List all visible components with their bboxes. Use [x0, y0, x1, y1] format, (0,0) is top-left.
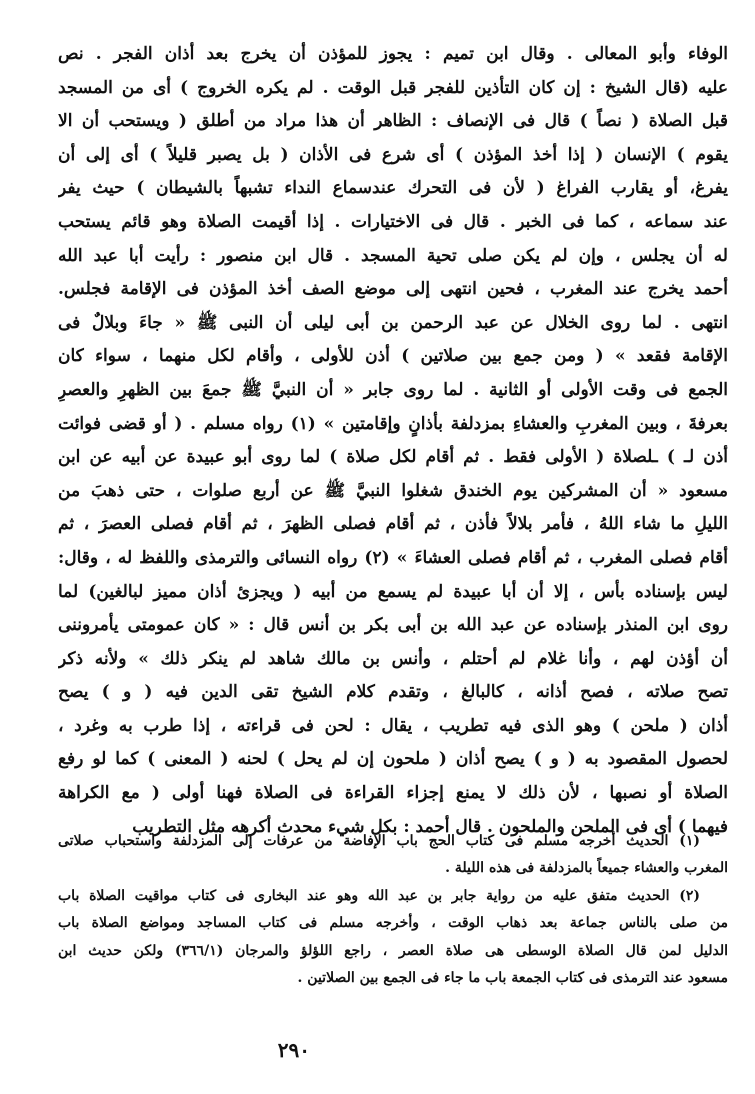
text-line: أن أؤذن لهم ، وأنا غلام لم أحتلم ، وأنس بن مالك شاهد لم ينكر ذلك » ولأنه ذكر	[58, 648, 728, 669]
footnote-line: الدليل لمن قال الصلاة الوسطى هى صلاة العصر ، راجع اللؤلؤ والمرجان (٣٦٦/١) ولكن حديث ابن	[58, 942, 728, 959]
text-line: ليس بإسناده بأس ، إلا أن أبا عبيدة لم يسمع من أبيه ( ويجزئ أذان مميز لبالغين) لما	[58, 581, 728, 602]
text-line: يفرغ، أو يقارب الفراغ ( لأن فى التحرك عندسماع النداء تشبهاً بالشيطان ) حيث يفر	[58, 178, 728, 199]
text-line: الجمع فى وقت الأولى أو الثانية . لما روى جابر « أن النبيَّ ﷺ جمعَ بين الظهرِ والعصرِ	[58, 379, 728, 400]
text-line: انتهى . لما روى الخلال عن عبد الرحمن بن أبى ليلى أن النبى ﷺ « جاءَ وبلالٌ فى	[58, 312, 728, 333]
text-line: يقوم ) الإنسان ( إذا أخذ المؤذن ) أى شرع فى الأذان ( بل يصبر قليلاً ) أى إلى أن	[58, 144, 728, 165]
footnote-line: (١) الحديث أخرجه مسلم فى كتاب الحج باب الإفاضة من عرفات إلى المزدلفة واستحباب صلاتى	[58, 833, 700, 849]
text-line: الوفاء وأبو المعالى . وقال ابن تميم : يجوز للمؤذن أن يخرج بعد أذان الفجر . نص	[58, 44, 728, 64]
text-line: مسعود « أن المشركين يوم الخندق شغلوا النبيَّ ﷺ عن أربع صلوات ، حتى ذهبَ من	[58, 480, 728, 501]
text-line: بعرفةَ ، وبين المغربِ والعشاءِ بمزدلفة بأذانٍ وإقامتين » (١) رواه مسلم . ( أو قضى فوائت	[58, 413, 728, 434]
footnotes	[58, 828, 728, 992]
text-line: عند سماعه ، كما فى الخبر . قال فى الاختيارات . إذا أقيمت الصلاة وهو قائم يستحب	[58, 211, 728, 232]
footnote-line: من صلى بالناس جماعة بعد ذهاب الوقت ، وأخرجه مسلم فى كتاب المساجد ومواضع الصلاة باب	[58, 915, 728, 932]
text-line: قبل الصلاة ( نصاً ) قال فى الإنصاف : الظاهر أن هذا مراد من أطلق ( ويستحب أن الا	[58, 111, 728, 132]
text-line: تصح صلاته ، فصح أذانه ، كالبالغ ، وتقدم كلام الشيخ تقى الدين فيه ( و ) يصح	[58, 682, 728, 703]
text-line: الإقامة فقعد » ( ومن جمع بين صلاتين ) أذن للأولى ، وأقام لكل منهما ، سواء كان	[58, 346, 728, 367]
text-line: أذان ( ملحن ) وهو الذى فيه تطريب ، يقال : لحن فى قراءته ، إذا طرب به وغرد ،	[58, 715, 728, 736]
text-line: فيهما ) أى فى الملحن والملحون . قال أحمد : بكل شيء محدث أكرهه مثل التطريب	[132, 816, 728, 837]
footnote-line: المغرب والعشاء جميعاً بالمزدلفة فى هذه الليلة .	[445, 860, 728, 877]
text-line: الليلِ ما شاء اللهُ ، فأمر بلالاً فأذن ، ثم أقام فصلى الظهرَ ، ثم أقام فصلى العصرَ ، ثم	[58, 514, 728, 535]
text-line: عليه (قال الشيخ : إن كان التأذين للفجر قبل الوقت . لم يكره الخروج ) أى من المسجد	[58, 77, 728, 98]
text-line: له أن يجلس ، وإن لم يكن صلى تحية المسجد . قال ابن منصور : رأيت أبا عبد الله	[58, 245, 728, 266]
text-line: أذن لـ ) ـلصلاة ( الأولى فقط . ثم أقام لكل صلاة ) لما روى أبو عبيدة عن أبيه عن ابن	[58, 447, 728, 468]
main-text	[58, 38, 728, 844]
document-page	[58, 38, 728, 1068]
footnote-line: (٢) الحديث متفق عليه من رواية جابر بن عبد الله وهو عند البخارى فى كتاب مواقيت الصلاة باب	[58, 887, 700, 904]
text-line: الصلاة أو نصبها ، لأن ذلك لا يمنع إجزاء القراءة فى الصلاة فهنا أولى ( مع الكراهة	[58, 783, 728, 804]
text-line: روى ابن المنذر بإسناده عن عبد الله بن أبى بكر بن أنس قال : « كان عمومتى يأمروننى	[58, 615, 728, 636]
footnote-line: مسعود عند الترمذى فى كتاب الجمعة باب ما جاء فى الجمع بين الصلاتين .	[297, 969, 728, 986]
text-line: أقام فصلى المغرب ، ثم أقام فصلى العشاءَ » (٢) رواه النسائى والترمذى واللفظ له ، وقال:	[58, 547, 728, 568]
text-line: لحصول المقصود به ( و ) يصح أذان ( ملحون إن لم يحل ) لحنه ( المعنى ) كما لو رفع	[58, 749, 728, 770]
text-line: أحمد يخرج عند المغرب ، فحين انتهى إلى موضع الصف أخذ المؤذن فى الإقامة فجلس.	[58, 279, 728, 300]
page-number: ٢٩٠	[277, 1038, 310, 1062]
